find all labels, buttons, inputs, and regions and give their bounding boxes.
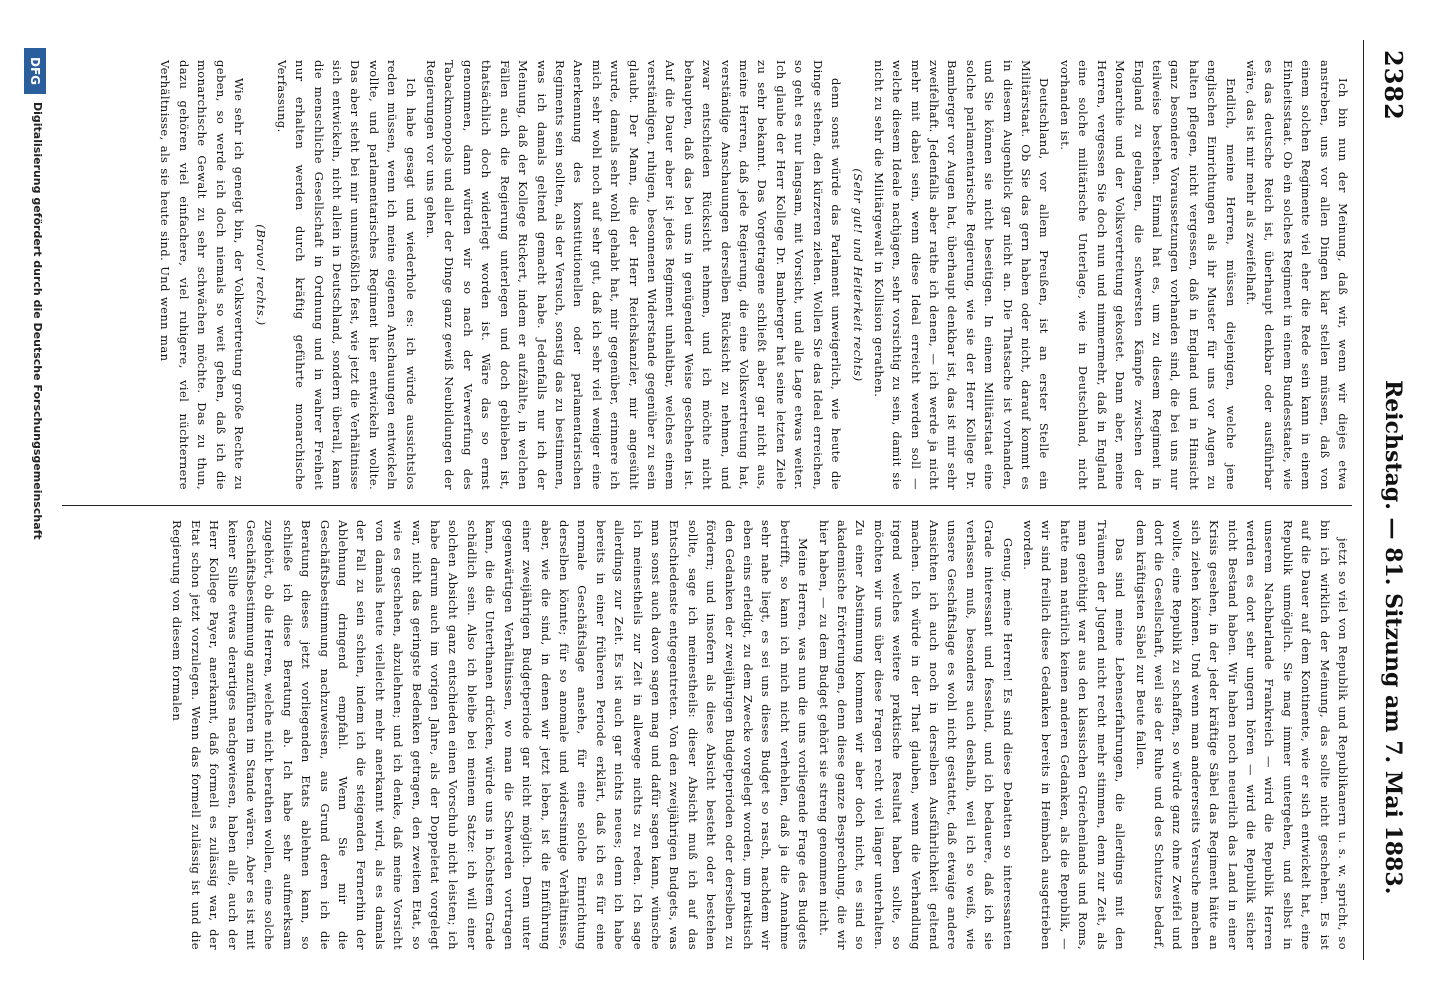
left-column [62,60,1352,490]
paragraph: Endlich, meine Herren, müssen diejenigen, welche jene englischen Einrichtungen als ihr Muster für uns vor Augen zu halten pflegen, nicht vergessen, daß in England und in Hinsicht ganz besondere Voraussetzungen vorhanden sind, die bei uns nur teilweise bestehen. Einmal hat es, um zu diesem Regiment in England zu gelangen, die schwersten Kämpfe zwischen der Monarchie und der Volksvertretung gekostet. Dann aber, meine Herren, vergessen Sie doch nun und nimmermehr, daß in England eine solche militärische Unterlage, wie in Deutschland, nicht vorhanden ist. [1057,60,1238,490]
paragraph: denn sonst würde das Parlament unweigerlich, wie heute die Dinge stehen, den kürzeren ziehen. Wollen Sie das Ideal erreichen, so geht es nur langsam, mit Vorsicht, und alle Lage etwas weiter. Ich glaube der Herr Kollege Dr. Bamberger hat seine letzten Ziele zu sehr bekannt. Das Vorgetragene schließt aber gar nicht aus, meine Herren, daß jede Regierung, die eine Volksvertretung hat, verständige Anschauungen derselben Rücksicht zu nehmen, und zwar entschieden Rücksicht nehmen, und ich möchte nicht behaupten, daß das bei uns in genügender Weise geschehen ist. Auf die Dauer aber ist jedes Regiment unhaltbar, welches einem verständigen, ruhigen, besonnenen Widerstande gegenüber zu sein glaubt. Der Mann, die der Herr Reichskanzler, mir angesühlt wurde, damals sehr wohl gehabt hat, mir gegenüber, erinnere ich mich sehr wohl noch auf sehr gut, daß ich sehr viel weniger eine Anerkennung des konstitutionellen oder parlamentarischen Regiments sein sollten, als der Versuch, sonstig das zu bestimmen, was ich damals geltend gemacht habe. Jedenfalls nur ich der Meinung, daß der Kollege Rickert, indem er aufzählte, in welchen Fällen auch die Regierung unterlegen und doch geblieben ist, thatsächlich doch widerlegt worden ist. Wäre das so ernst genommen, dann würden wir so nach der Verwerfung des Tabackmonopols und aller der Dinge ganz gewiß Neubildungen der Regierungen vor uns gehen. [424,60,844,490]
header-rule [1363,40,1364,960]
paragraph: Das sind meine Lebenserfahrungen, die allerdings mit den Träumen der Jugend nicht recht mehr stimmen, denn zur Zeit, als man genöthigt war aus den klassischen Griechenlands und Roms, hatte man natürlich keinen anderen Gedanken, als die Republik, — wir sind freilich diese Gedanken bereits in Heimbach ausgetrieben worden. [1021,520,1128,950]
dfg-logo: DFG [24,48,46,94]
paragraph: Deutschland, vor allem Preußen, ist an erster Stelle ein Militärstaat. Ob Sie das gern haben oder nicht, darauf kommt es in diesem Augenblick gar nicht an. Die Thatsache ist vorhanden, und Sie können sie nicht beseitigen. In einem Militärstaat eine solche parlamentarische Regierung, wie sie der Herr Kollege Dr. Bamberger vor Augen hat, überhaupt denkbar ist, das ist mir sehr zweifelhaft. Jedenfalls aber rathe ich denen, — ich werde ja nicht mehr mit dabei sein, wenn diese Ideal erreicht werden soll — welche diesem Ideale nachjagen, sehr vorsichtig zu sein, damit sie nicht zu sehr die Militärgewalt in Kollision gerathen. [871,60,1052,490]
stage-note: (Bravo! rechts.) [254,224,269,326]
right-column [62,520,1352,950]
digitization-credit: Digitalisierung gefördert durch die Deutsche Forschungsgemeinschaft [31,102,44,540]
paragraph: Ich habe gesagt und wiederhole es: ich würde aussichtslos reden müssen, wenn ich meine eigenen Anschauungen entwickeln wollte, und parlamentarisches Regiment hier entwickeln wollte. Das aber steht bei mir unumstößlich fest, wie jetzt die Verhältnisse sich entwickeln, nicht allein in Deutschland, sondern überall, kann die menschliche Gesellschaft in Ordnung und in wahrer Freiheit nur erhalten werden durch kräftig geführte monarchische Verfassung. [274,60,418,490]
page-header [1368,40,1408,960]
page-title: Reichstag. — 81. Sitzung am 7. Mai 1883. [1380,380,1406,895]
column-divider [62,505,1352,506]
paragraph: Ich bin nun der Meinung, daß wir, wenn wir diejes etwa anstreben, uns vor allen Dingen klar stellen müssen, daß von einem solchen Regimente viel eher die Rede sein kann in einem Einheitsstaat. Ob ein solches Regiment in einem Bundesstaate, wie es das deutsche Reich ist, überhaupt denkbar oder ausführbar wäre, das ist mir mehr als zweifelhaft. [1243,60,1350,490]
paragraph: Genug, meine Herren! Es sind diese Debatten so interessanten Grade interessant und fesselnd, und ich bedauere, daß ich sie verlassen muß, besonders auch deshalb, weil ich so weiß, wie unsere Geschäftslage es wohl nicht gestattet, daß etwaige andere Ansichten ich auch noch in derselben Ausführlichkeit geltend machen. Ich würde in der That glauben, wenn die Verhandlung irgend welches weitere praktische Resultat haben sollte, so möchten wir uns über diese Fragen recht viel länger unterhalten. Zu einer Abstimmung kommen wir aber doch nicht, es sind so akademische Erörterungen, denn diese ganze Besprechung, die wir hier haben, — zu dem Budget gehört sie streng genommen nicht. [816,520,1015,950]
paragraph: Wie sehr ich geneigt bin, der Volksvertretung große Rechte zu geben, so werde ich doch niemals so weit gehen, daß ich die monarchische Gewalt zu sehr schwächen möchte. Das zu thun, dazu gehören viel einfachere, viel ruhigere, viel nüchternere Verhältnisse, als sie heute sind. Und wenn man [158,60,247,490]
paragraph: Meine Herren, was nun die uns vorliegende Frage des Budgets betrifft, so kann ich mich nicht verhehlen, daß ja die Annahme sehr nahe liegt, es sei uns dieses Budget so rasch, nachdem wir eben eins erledigt, zu dem Zwecke vorgelegt worden, um praktisch den Gedanken der zweijährigen Budgetperioden oder derselben zu fördern; und insofern als diese Absicht besteht oder bestehen sollte, sage ich meinestheils: dieser Absicht muß ich auf das Entschiedenste entgegentreten. Von den zweijährigen Budgets, was man sonst auch davon sagen mag und dafür sagen kann, wünsche ich meinestheils zur Zeit in allewege nichts zu reden. Ich sage allerdings zur Zeit. Es ist auch gar nichts neues; denn ich habe bereits in einer früheren Periode erklärt, daß ich es für eine normale Geschäftslage ansehe, für eine solche Einrichtung derselben könnte; für so anomale und widersinnige Verhältnisse, aber, wie die sind, in denen wir jetzt leben, ist die Einführung einer zweijährigen Budgetperiode gar nicht möglich. Denn unter gegenwärtigen Verhältnissen, wo man die Schwerden vortragen kann, die die Unterthanen drücken, würde uns in höchstem Grade schädlich sein. Also ich bleibe bei meinem Satze: ich will einer solchen Absicht ganz entschieden einen Vorschub nicht leisten; ich habe darum auch im vorigen Jahre, als der Doppeletat vorgelegt war, nicht das geringste Bedenken getragen, den zweiten Etat, so wie es geschehen, abzulehnen; und ich denke, daß meine Vorsicht von damals heute vielleicht mehr anerkannt wird, als es damals der Fall zu sein schien, indem ich die steigenden Fernerhin der Ablehnung dringend empfahl. Wenn Sie mir die Geschäftsbestimmung nachzuweisen, aus Grund deren ich die Beratung dieses jetzt vorliegenden Etats ablehnen kann, so schließe ich diese Beratung ab. Ich habe sehr aufmerksam zugehört, ob die Herren, welche nicht berathen wollen, eine solche Geschäftsbestimmung anzuführen im Stande wären. Aber es ist mit keiner Silbe etwas derartiges nachgewiesen, haben alle, auch der Herr Kollege Payer, anerkannt, daß formell es zulässig war, der Etat schon jetzt vorzulegen. Wenn das formell zulässig ist und die Regierung von diesem formalen [170,520,811,950]
paragraph: jetzt so viel von Republik und Republikanern u. s. w. spricht, so bin ich wirklich der Meinung, das sollte nicht geschehen. Es ist auf die Dauer auf dem Kontinente, wie er sich entwickelt hat, eine Republik unmöglich. Sie mag immer untergehen, und selbst in unserem Nachbarlande Frankreich — wird die Republik Herren werden es dort sehr ungern hören — wird die Republik sicher nicht Bestand haben. Wir haben noch neuerlich das Land in einer Krisis gesehen, in der jeder kräftige Säbel das Regiment hätte an sich ziehen können. Und wenn man andererseits Versuche machen wollte, eine Republik zu schaffen, so würde ganz ohne Zweifel und dort die Gesellschaft, weil sie der Ruhe und des Schutzes bedarf, dem kräftigsten Säbel zur Beute fallen. [1133,520,1350,950]
page-number: 2382 [1379,50,1408,121]
page-footer [10,40,50,960]
stage-note: (Sehr gut! und Heiterkeit rechts) [851,168,866,382]
